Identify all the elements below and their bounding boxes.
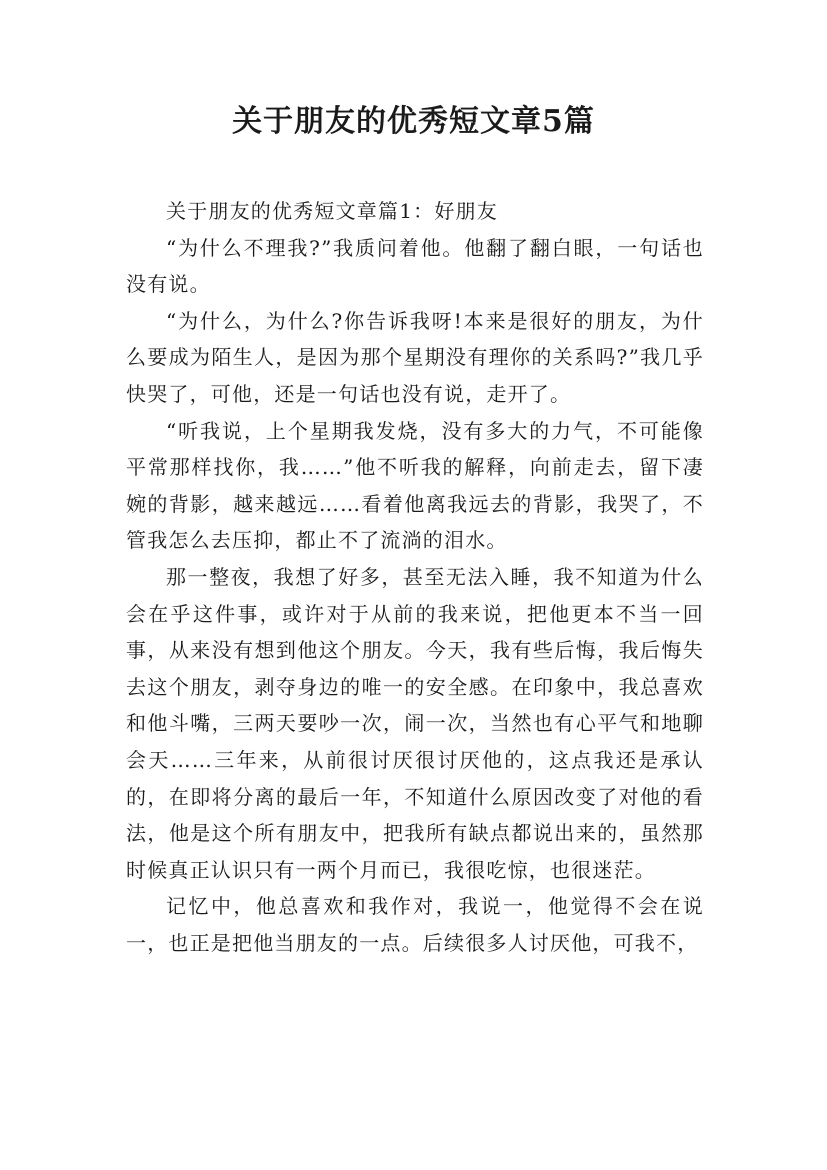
document-body — [126, 193, 704, 961]
paragraph-5: 记忆中，他总喜欢和我作对，我说一，他觉得不会在说一，也正是把他当朋友的一点。后续很多人讨厌他，可我不， — [126, 894, 704, 955]
section-heading: 关于朋友的优秀短文章篇1：好朋友 — [166, 199, 498, 223]
paragraph-2: “为什么，为什么?你告诉我呀!本来是很好的朋友，为什么要成为陌生人，是因为那个星期没有理你的关系吗?”我几乎快哭了，可他，还是一句话也没有说，走开了。 — [126, 308, 704, 406]
paragraph-3: “听我说，上个星期我发烧，没有多大的力气，不可能像平常那样找你，我……”他不听我的解释，向前走去，留下凄婉的背影，越来越远……看着他离我远去的背影，我哭了，不管我怎么去压抑，都止不了流淌的泪水。 — [126, 418, 704, 553]
paragraph-4: 那一整夜，我想了好多，甚至无法入睡，我不知道为什么会在乎这件事，或许对于从前的我来说，把他更本不当一回事，从来没有想到他这个朋友。今天，我有些后悔，我后悔失去这个朋友，剥夺身边的唯一的安全感。在印象中，我总喜欢和他斗嘴，三两天要吵一次，闹一次，当然也有心平气和地聊会天……三年来，从前很讨厌很讨厌他的，这点我还是承认的，在即将分离的最后一年，不知道什么原因改变了对他的看法，他是这个所有朋友中，把我所有缺点都说出来的，虽然那时候真正认识只有一两个月而已，我很吃惊，也很迷茫。 — [126, 564, 704, 882]
paragraph-1: “为什么不理我?”我质问着他。他翻了翻白眼，一句话也没有说。 — [126, 235, 704, 297]
document-title: 关于朋友的优秀短文章5篇 — [232, 104, 595, 139]
